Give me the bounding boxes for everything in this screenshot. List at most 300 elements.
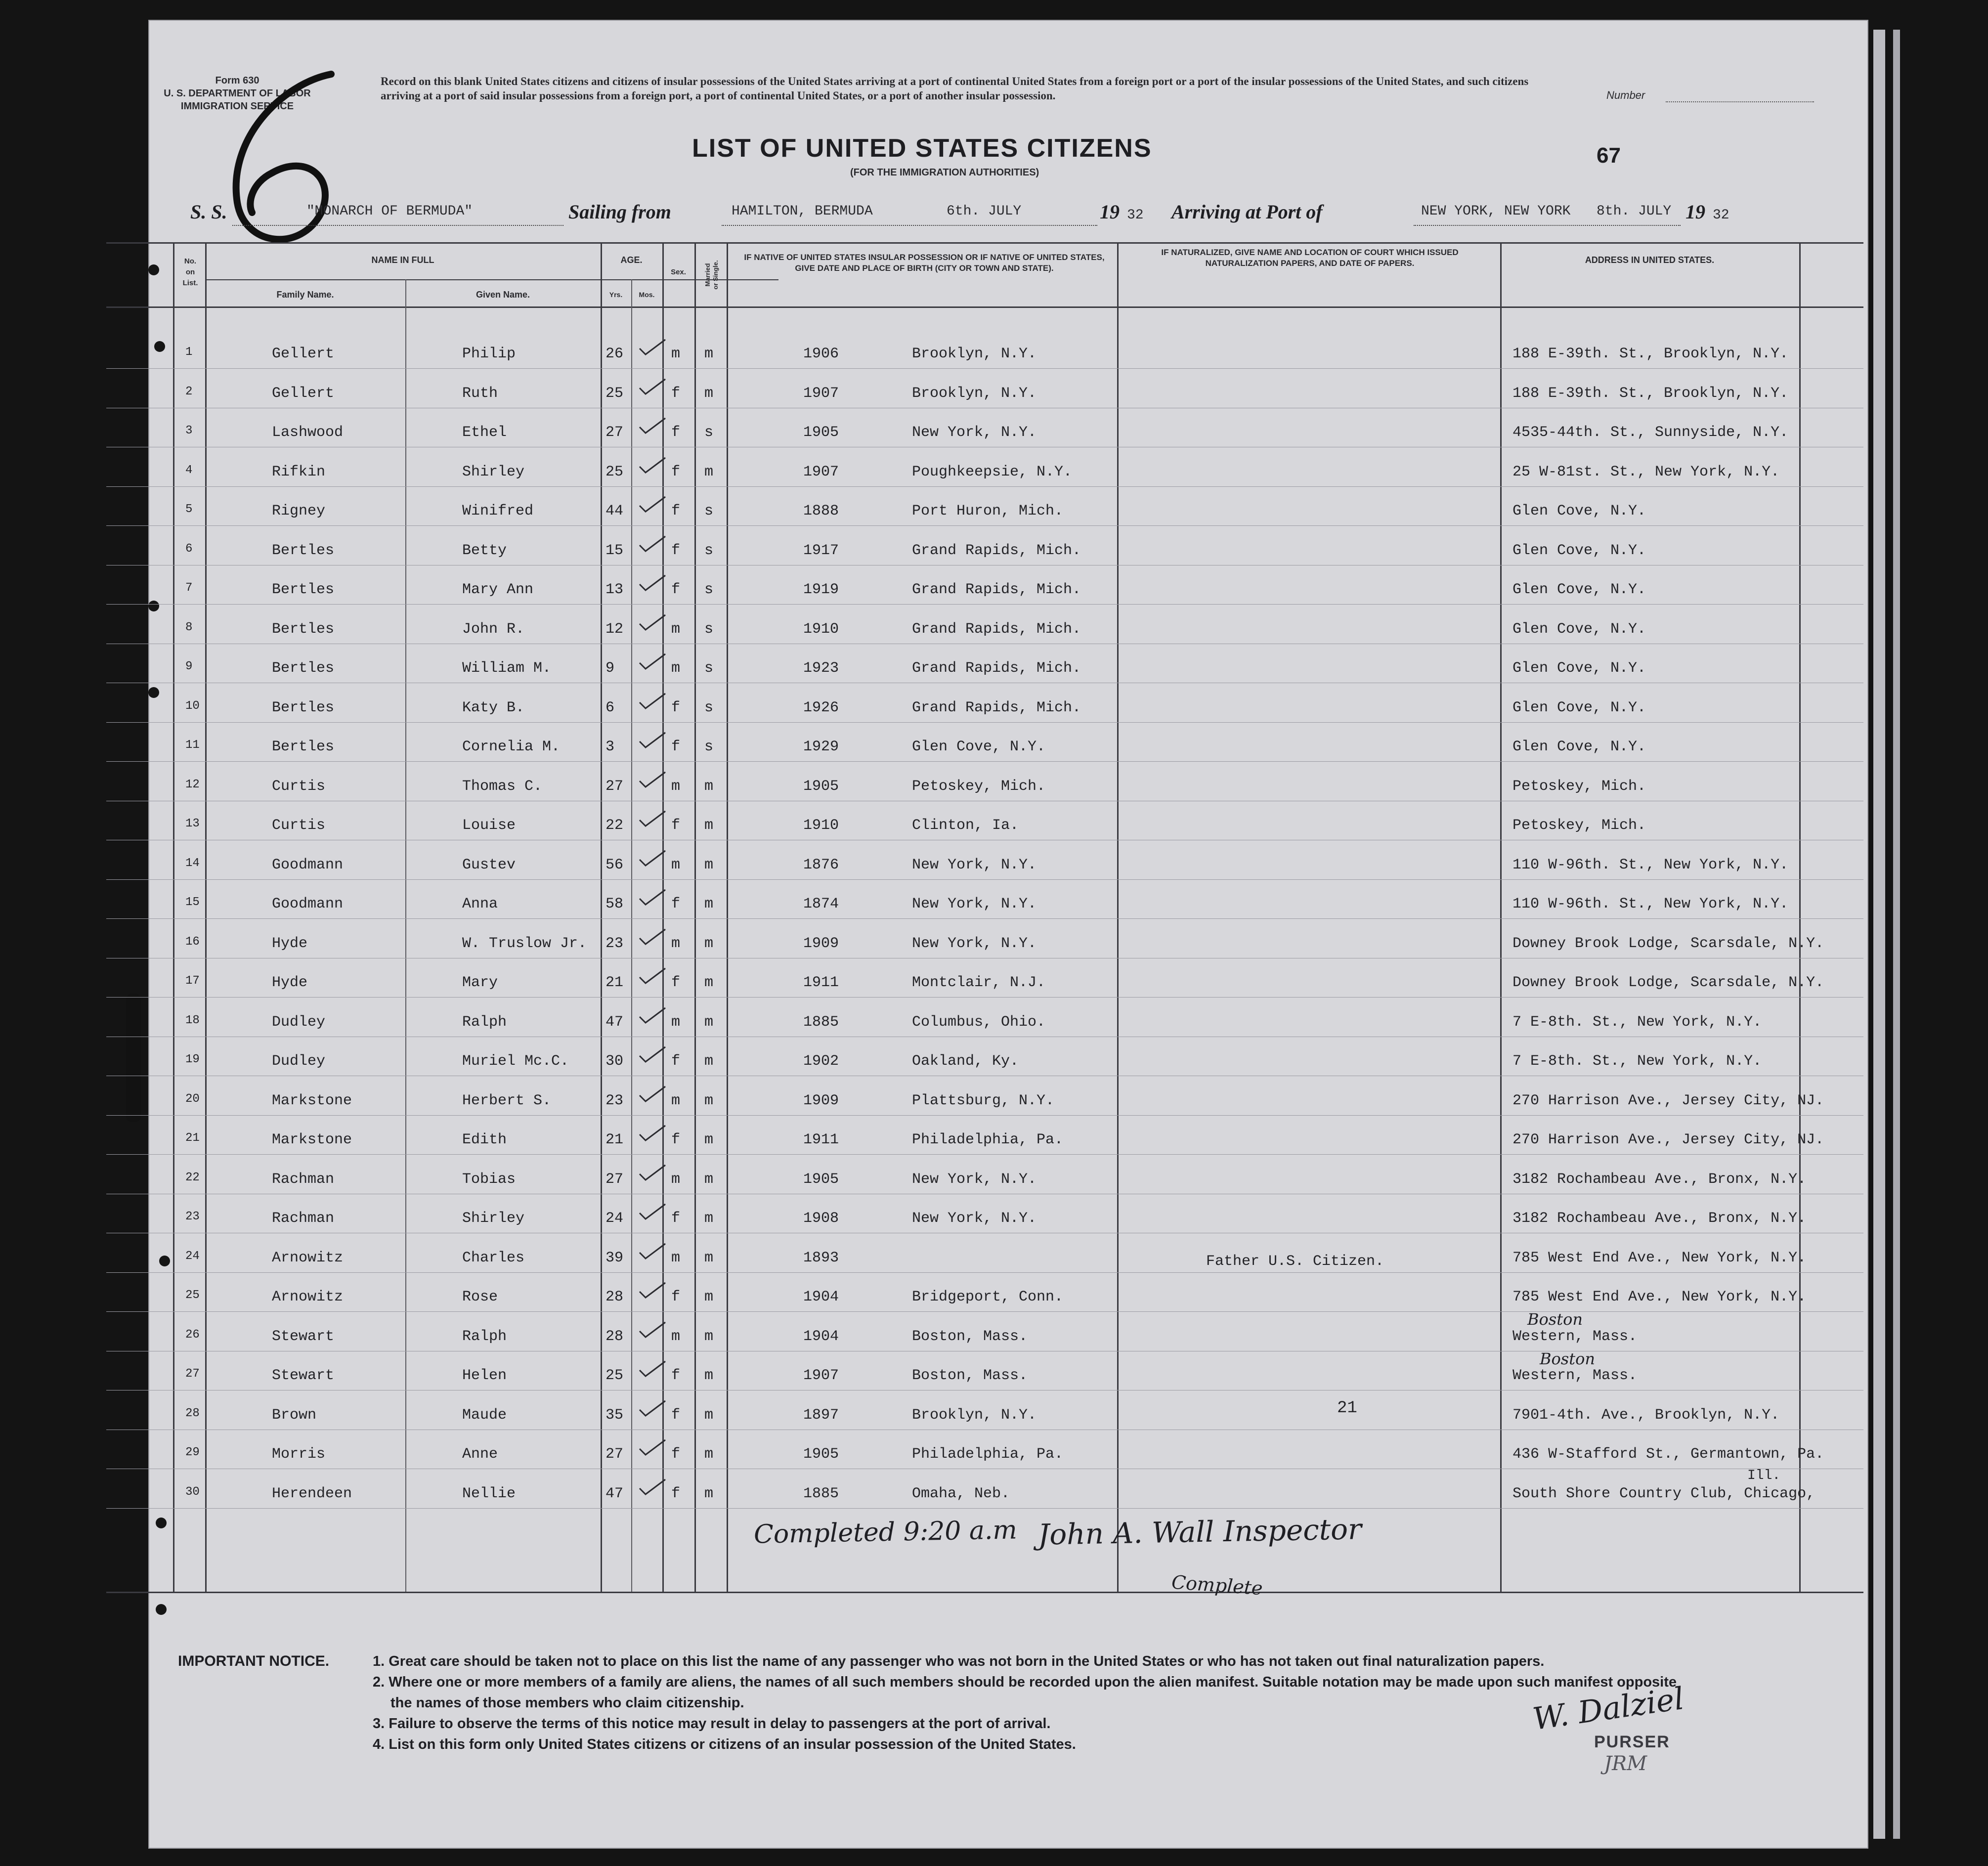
cell-given: Winifred xyxy=(462,503,534,520)
cell-place: Boston, Mass. xyxy=(912,1328,1028,1345)
cell-address: Downey Brook Lodge, Scarsdale, N.Y. xyxy=(1513,974,1824,991)
cell-place: Montclair, N.J. xyxy=(912,974,1046,991)
cell-address: Petoskey, Mich. xyxy=(1513,778,1646,795)
cell-given: Anne xyxy=(462,1446,498,1463)
cell-age: 28 xyxy=(605,1328,624,1345)
cell-given: Cornelia M. xyxy=(462,738,561,755)
cell-no: 29 xyxy=(185,1446,200,1459)
cell-family: Bertles xyxy=(272,581,335,598)
record-notice: Record on this blank United States citizens and citizens of insular possessions of the United States arriving at a port of continental United States from a foreign port or a port of the insular possessions of the United States, and such citizens arriving at a port of said insular possessions from a foreign port, a port of continental United States, or a port of another insular possession. xyxy=(381,75,1529,102)
header-bottom-rule xyxy=(106,306,1863,308)
cell-given: Ralph xyxy=(462,1328,507,1345)
col-rule xyxy=(631,279,632,1592)
header-given-name: Given Name. xyxy=(475,290,530,300)
cell-age: 35 xyxy=(605,1406,624,1424)
cell-given: Herbert S. xyxy=(462,1092,552,1109)
cell-age: 12 xyxy=(605,620,624,638)
cell-age: 23 xyxy=(605,1092,624,1109)
cell-address: 270 Harrison Ave., Jersey City, NJ. xyxy=(1513,1092,1824,1109)
cell-address: South Shore Country Club, Chicago, xyxy=(1513,1485,1815,1502)
cell-year: 1917 xyxy=(803,542,839,559)
cell-ms: m xyxy=(704,1131,714,1148)
row-rule xyxy=(106,761,1863,762)
cell-age: 44 xyxy=(605,503,624,520)
cell-family: Morris xyxy=(272,1446,326,1463)
sailing-year-prefix: 19 xyxy=(1100,201,1120,223)
cell-ms: m xyxy=(704,1210,714,1227)
cell-place: Grand Rapids, Mich. xyxy=(912,620,1081,638)
cell-year: 1885 xyxy=(803,1013,839,1031)
notice-item: 1. Great care should be taken not to place on this list the name of any passenger who was not born in the United States or who has not taken out final naturalization papers. xyxy=(373,1653,1545,1669)
cell-family: Curtis xyxy=(272,778,326,795)
cell-age: 13 xyxy=(605,581,624,598)
cell-no: 5 xyxy=(185,503,193,516)
cell-year: 1905 xyxy=(803,778,839,795)
check-mark-icon xyxy=(638,1320,667,1340)
cell-year: 1897 xyxy=(803,1406,839,1424)
cell-no: 3 xyxy=(185,424,193,437)
cell-ms: s xyxy=(704,699,714,716)
cell-place: New York, N.Y. xyxy=(912,1171,1037,1188)
cell-ms: m xyxy=(704,1485,714,1502)
cell-address: Glen Cove, N.Y. xyxy=(1513,660,1646,677)
cell-year: 1906 xyxy=(803,346,839,362)
cell-address: 785 West End Ave., New York, N.Y. xyxy=(1513,1249,1807,1266)
cell-sex: m xyxy=(671,856,681,873)
col-rule xyxy=(1799,242,1801,1592)
page-subtitle: (FOR THE IMMIGRATION AUTHORITIES) xyxy=(850,167,1039,178)
check-mark-icon xyxy=(638,1006,667,1026)
ship-line xyxy=(232,225,563,226)
notice-list xyxy=(178,1651,1685,1755)
cell-address: 25 W-81st. St., New York, N.Y. xyxy=(1513,463,1780,480)
cell-sex: m xyxy=(671,1013,681,1031)
cell-sex: m xyxy=(671,1092,681,1109)
row-rule xyxy=(106,879,1863,880)
cell-sex: f xyxy=(671,1485,681,1502)
cell-ms: s xyxy=(704,738,714,755)
cell-place: Bridgeport, Conn. xyxy=(912,1289,1064,1305)
cell-given: Anna xyxy=(462,896,498,912)
cell-age: 27 xyxy=(605,1446,624,1463)
cell-family: Goodmann xyxy=(272,896,344,912)
cell-family: Markstone xyxy=(272,1131,352,1148)
check-mark-icon xyxy=(638,927,667,947)
cell-age: 26 xyxy=(605,346,624,362)
cell-address: 110 W-96th. St., New York, N.Y. xyxy=(1513,896,1789,912)
header-address: ADDRESS IN UNITED STATES. xyxy=(1585,255,1715,265)
cell-place: Clinton, Ia. xyxy=(912,817,1019,834)
arriving-year-prefix: 19 xyxy=(1685,201,1705,223)
cell-address: 188 E-39th. St., Brooklyn, N.Y. xyxy=(1513,346,1789,362)
col-rule xyxy=(694,242,696,1592)
check-mark-icon xyxy=(638,1242,667,1261)
cell-family: Markstone xyxy=(272,1092,352,1109)
cell-place: New York, N.Y. xyxy=(912,896,1037,912)
cell-sex: f xyxy=(671,385,681,402)
cell-place: Port Huron, Mich. xyxy=(912,503,1064,520)
row-rule xyxy=(106,486,1863,487)
check-mark-icon xyxy=(638,731,667,750)
check-mark-icon xyxy=(638,1163,667,1183)
cell-family: Goodmann xyxy=(272,856,344,873)
cell-family: Arnowitz xyxy=(272,1289,344,1305)
cell-sex: m xyxy=(671,1249,681,1266)
cell-year: 1874 xyxy=(803,896,839,912)
check-mark-icon xyxy=(638,377,667,397)
cell-family: Rigney xyxy=(272,503,326,520)
arriving-date: 8th. JULY xyxy=(1597,204,1672,219)
cell-address: 7 E-8th. St., New York, N.Y. xyxy=(1513,1013,1762,1031)
cell-no: 11 xyxy=(185,738,200,752)
cell-address: Glen Cove, N.Y. xyxy=(1513,503,1646,520)
cell-year: 1904 xyxy=(803,1289,839,1305)
col-rule xyxy=(173,242,174,1592)
check-mark-icon xyxy=(638,1438,667,1458)
arriving-label: Arriving at Port of xyxy=(1171,201,1323,223)
cell-sex: f xyxy=(671,1131,681,1148)
cell-ms: s xyxy=(704,424,714,441)
cell-age: 21 xyxy=(605,974,624,991)
row-rule xyxy=(106,1154,1863,1155)
notice-item: 3. Failure to observe the terms of this notice may result in delay to passengers at the port of arrival. xyxy=(373,1716,1051,1732)
cell-place: Plattsburg, N.Y. xyxy=(912,1092,1055,1109)
cell-no: 4 xyxy=(185,463,193,477)
cell-sex: m xyxy=(671,1328,681,1345)
cell-sex: f xyxy=(671,503,681,520)
row-rule xyxy=(106,368,1863,369)
cell-no: 12 xyxy=(185,778,200,791)
cell-given: Edith xyxy=(462,1131,507,1148)
cell-no: 18 xyxy=(185,1013,200,1027)
handwritten-completed: Completed 9:20 a.m xyxy=(753,1515,1018,1550)
cell-ms: m xyxy=(704,896,714,912)
cell-address: 188 E-39th. St., Brooklyn, N.Y. xyxy=(1513,385,1789,402)
cell-sex: m xyxy=(671,346,681,362)
cell-sex: f xyxy=(671,424,681,441)
cell-place: New York, N.Y. xyxy=(912,1210,1037,1227)
col-rule xyxy=(727,242,728,1592)
header-mos: Mos. xyxy=(639,291,655,299)
cell-family: Dudley xyxy=(272,1053,326,1070)
cell-given: Shirley xyxy=(462,463,525,480)
check-mark-icon xyxy=(638,1124,667,1143)
header-yrs: Yrs. xyxy=(609,291,623,299)
cell-address: 270 Harrison Ave., Jersey City, NJ. xyxy=(1513,1131,1824,1148)
cell-sex: f xyxy=(671,896,681,912)
sailing-from: HAMILTON, BERMUDA xyxy=(732,204,873,219)
cell-no: 24 xyxy=(185,1249,200,1263)
col-rule xyxy=(205,242,207,1592)
row-rule xyxy=(106,1508,1863,1509)
cell-year: 1909 xyxy=(803,935,839,952)
check-mark-icon xyxy=(638,534,667,554)
cell-place: Glen Cove, N.Y. xyxy=(912,738,1046,755)
ship-name: "MONARCH OF BERMUDA" xyxy=(306,204,473,219)
check-mark-icon xyxy=(638,573,667,593)
handwritten-complete: Complete xyxy=(1170,1571,1264,1600)
cell-no: 25 xyxy=(185,1289,200,1302)
row-rule xyxy=(106,1115,1863,1116)
col-rule xyxy=(405,279,406,1592)
cell-family: Stewart xyxy=(272,1328,335,1345)
cell-place: Columbus, Ohio. xyxy=(912,1013,1046,1031)
cell-ms: m xyxy=(704,1249,714,1266)
cell-age: 25 xyxy=(605,1367,624,1384)
cell-age: 23 xyxy=(605,935,624,952)
check-mark-icon xyxy=(638,456,667,476)
cell-no: 10 xyxy=(185,699,200,713)
cell-place: Grand Rapids, Mich. xyxy=(912,581,1081,598)
cell-age: 25 xyxy=(605,385,624,402)
cell-sex: f xyxy=(671,1446,681,1463)
cell-address: 3182 Rochambeau Ave., Bronx, N.Y. xyxy=(1513,1210,1807,1227)
cell-year: 1907 xyxy=(803,463,839,480)
cell-no: 19 xyxy=(185,1053,200,1066)
cell-no: 28 xyxy=(185,1406,200,1420)
cell-family: Gellert xyxy=(272,346,335,362)
ss-label: S. S. xyxy=(190,201,227,223)
cell-year: 1876 xyxy=(803,856,839,873)
cell-no: 2 xyxy=(185,385,193,398)
cell-address: Downey Brook Lodge, Scarsdale, N.Y. xyxy=(1513,935,1824,952)
cell-no: 30 xyxy=(185,1485,200,1499)
illinois-suffix: Ill. xyxy=(1747,1468,1781,1483)
cell-sex: f xyxy=(671,1289,681,1305)
cell-sex: m xyxy=(671,660,681,677)
handwritten-boston-2: Boston xyxy=(1540,1349,1595,1368)
cell-no: 6 xyxy=(185,542,193,556)
cell-year: 1904 xyxy=(803,1328,839,1345)
check-mark-icon xyxy=(638,809,667,829)
cell-address: Western, Mass. xyxy=(1513,1328,1638,1345)
cell-sex: f xyxy=(671,463,681,480)
cell-sex: f xyxy=(671,581,681,598)
cell-ms: m xyxy=(704,1171,714,1188)
cell-address: 7 E-8th. St., New York, N.Y. xyxy=(1513,1053,1762,1070)
check-mark-icon xyxy=(638,966,667,986)
cell-given: Nellie xyxy=(462,1485,516,1502)
cell-given: Ruth xyxy=(462,385,498,402)
cell-age: 3 xyxy=(605,738,615,755)
cell-age: 58 xyxy=(605,896,624,912)
sailing-year: 32 xyxy=(1127,208,1144,223)
cell-family: Bertles xyxy=(272,542,335,559)
cell-address: Glen Cove, N.Y. xyxy=(1513,620,1646,638)
cell-address: Petoskey, Mich. xyxy=(1513,817,1646,834)
cell-given: Maude xyxy=(462,1406,507,1424)
number-line xyxy=(1666,101,1814,102)
father-citizen-note: Father U.S. Citizen. xyxy=(1206,1253,1384,1270)
cell-sex: m xyxy=(671,935,681,952)
cell-given: Mary xyxy=(462,974,498,991)
cell-ms: m xyxy=(704,1446,714,1463)
check-mark-icon xyxy=(638,770,667,790)
cell-age: 6 xyxy=(605,699,615,716)
important-notice xyxy=(178,1651,1685,1755)
cell-no: 14 xyxy=(185,856,200,870)
cell-ms: m xyxy=(704,856,714,873)
cell-given: Katy B. xyxy=(462,699,525,716)
cell-year: 1908 xyxy=(803,1210,839,1227)
cell-ms: m xyxy=(704,817,714,834)
sailing-date: 6th. JULY xyxy=(947,204,1022,219)
punch-hole xyxy=(156,1604,167,1615)
cell-ms: m xyxy=(704,935,714,952)
col-rule xyxy=(662,242,664,1592)
cell-address: Glen Cove, N.Y. xyxy=(1513,542,1646,559)
cell-age: 25 xyxy=(605,463,624,480)
cell-given: Shirley xyxy=(462,1210,525,1227)
cell-age: 28 xyxy=(605,1289,624,1305)
notice-label: IMPORTANT NOTICE. xyxy=(178,1653,330,1669)
check-mark-icon xyxy=(638,652,667,672)
cell-no: 1 xyxy=(185,346,193,359)
cell-address: Glen Cove, N.Y. xyxy=(1513,699,1646,716)
cell-year: 1923 xyxy=(803,660,839,677)
row-rule xyxy=(106,1272,1863,1273)
handwritten-inspector: John A. Wall Inspector xyxy=(1037,1512,1362,1552)
cell-family: Herendeen xyxy=(272,1485,352,1502)
cell-given: Muriel Mc.C. xyxy=(462,1053,569,1070)
cell-sex: m xyxy=(671,778,681,795)
header-family-name: Family Name. xyxy=(276,290,334,300)
cell-year: 1905 xyxy=(803,1446,839,1463)
purser-stamp: PURSER xyxy=(1594,1733,1670,1751)
cell-address: 7901-4th. Ave., Brooklyn, N.Y. xyxy=(1513,1406,1780,1424)
cell-no: 16 xyxy=(185,935,200,949)
cell-sex: f xyxy=(671,1367,681,1384)
cell-place: New York, N.Y. xyxy=(912,935,1037,952)
cell-address: 4535-44th. St., Sunnyside, N.Y. xyxy=(1513,424,1789,441)
cell-no: 23 xyxy=(185,1210,200,1223)
header-married: Married or Single. xyxy=(704,260,719,290)
cell-place: Brooklyn, N.Y. xyxy=(912,346,1037,362)
header-sub-rule xyxy=(205,279,778,280)
cell-no: 22 xyxy=(185,1171,200,1184)
cell-no: 7 xyxy=(185,581,193,595)
cell-family: Curtis xyxy=(272,817,326,834)
cell-given: Charles xyxy=(462,1249,525,1266)
cell-ms: m xyxy=(704,1013,714,1031)
cell-sex: f xyxy=(671,974,681,991)
cell-year: 1929 xyxy=(803,738,839,755)
cell-family: Gellert xyxy=(272,385,335,402)
cell-sex: f xyxy=(671,1053,681,1070)
row-rule xyxy=(106,722,1863,723)
cell-family: Hyde xyxy=(272,935,308,952)
cell-ms: m xyxy=(704,346,714,362)
cell-sex: m xyxy=(671,620,681,638)
col-rule xyxy=(601,242,602,1592)
cell-address: Western, Mass. xyxy=(1513,1367,1638,1384)
cell-ms: s xyxy=(704,620,714,638)
cell-sex: f xyxy=(671,1210,681,1227)
cell-place: Boston, Mass. xyxy=(912,1367,1028,1384)
sheet-number: 67 xyxy=(1597,143,1621,168)
cell-age: 56 xyxy=(605,856,624,873)
cell-year: 1885 xyxy=(803,1485,839,1502)
cell-ms: s xyxy=(704,581,714,598)
cell-no: 27 xyxy=(185,1367,200,1381)
cell-ms: m xyxy=(704,1289,714,1305)
header-name-in-full: NAME IN FULL xyxy=(371,255,434,265)
cell-address: 110 W-96th. St., New York, N.Y. xyxy=(1513,856,1789,873)
cell-no: 15 xyxy=(185,896,200,909)
cell-given: Tobias xyxy=(462,1171,516,1188)
cell-ms: m xyxy=(704,778,714,795)
check-mark-icon xyxy=(638,1477,667,1497)
cell-ms: m xyxy=(704,1092,714,1109)
header-birth: IF NATIVE OF UNITED STATES INSULAR POSSESSION OR IF NATIVE OF UNITED STATES, GIVE DATE AND PLACE OF BIRTH (CITY OR TOWN AND STATE). xyxy=(744,253,1105,273)
cell-year: 1910 xyxy=(803,620,839,638)
cell-given: Rose xyxy=(462,1289,498,1305)
cell-sex: f xyxy=(671,738,681,755)
cell-no: 20 xyxy=(185,1092,200,1106)
cell-sex: f xyxy=(671,1406,681,1424)
cell-family: Bertles xyxy=(272,738,335,755)
cell-address: 436 W-Stafford St., Germantown, Pa. xyxy=(1513,1446,1824,1463)
col-rule xyxy=(1500,242,1502,1592)
passenger-table xyxy=(106,242,1863,1594)
cell-family: Dudley xyxy=(272,1013,326,1031)
cell-year: 1911 xyxy=(803,1131,839,1148)
cell-address: 3182 Rochambeau Ave., Bronx, N.Y. xyxy=(1513,1171,1807,1188)
notice-item: 2. Where one or more members of a family are aliens, the names of all such members should be recorded upon the alien manifest. Suitable notation may be made upon such manifest opposite the names of those members who claim citizenship. xyxy=(373,1674,1677,1711)
cell-year: 1926 xyxy=(803,699,839,716)
arriving-line xyxy=(1414,225,1681,226)
cell-family: Bertles xyxy=(272,699,335,716)
cell-family: Bertles xyxy=(272,660,335,677)
cell-place: Grand Rapids, Mich. xyxy=(912,542,1081,559)
header-naturalized: IF NATURALIZED, GIVE NAME AND LOCATION OF COURT WHICH ISSUED NATURALIZATION PAPERS, AND DATE OF PAPERS. xyxy=(1161,248,1459,268)
cell-ms: m xyxy=(704,1367,714,1384)
table-top-rule xyxy=(106,242,1863,244)
cell-place: Oakland, Ky. xyxy=(912,1053,1019,1070)
check-mark-icon xyxy=(638,1202,667,1222)
check-mark-icon xyxy=(638,1045,667,1065)
corner-number-6 xyxy=(208,64,376,262)
cell-ms: m xyxy=(704,385,714,402)
page-edge-strip xyxy=(1873,30,1885,1839)
arriving-port: NEW YORK, NEW YORK xyxy=(1421,204,1571,219)
cell-age: 27 xyxy=(605,424,624,441)
sailing-line xyxy=(722,225,1097,226)
cell-address: Glen Cove, N.Y. xyxy=(1513,738,1646,755)
cell-ms: m xyxy=(704,974,714,991)
cell-given: Gustev xyxy=(462,856,516,873)
cell-given: Mary Ann xyxy=(462,581,534,598)
row-rule xyxy=(106,1311,1863,1312)
cell-family: Bertles xyxy=(272,620,335,638)
cell-age: 9 xyxy=(605,660,615,677)
cell-sex: f xyxy=(671,542,681,559)
cell-age: 15 xyxy=(605,542,624,559)
cell-family: Rachman xyxy=(272,1171,335,1188)
cell-place: Grand Rapids, Mich. xyxy=(912,699,1081,716)
header-sex: Sex. xyxy=(671,268,686,276)
cell-ms: s xyxy=(704,660,714,677)
cell-place: New York, N.Y. xyxy=(912,424,1037,441)
cell-age: 21 xyxy=(605,1131,624,1148)
cell-family: Rifkin xyxy=(272,463,326,480)
row-rule xyxy=(106,997,1863,998)
cell-family: Brown xyxy=(272,1406,317,1424)
cell-place: Philadelphia, Pa. xyxy=(912,1131,1064,1148)
check-mark-icon xyxy=(638,1399,667,1419)
cell-year: 1888 xyxy=(803,503,839,520)
check-mark-icon xyxy=(638,613,667,633)
